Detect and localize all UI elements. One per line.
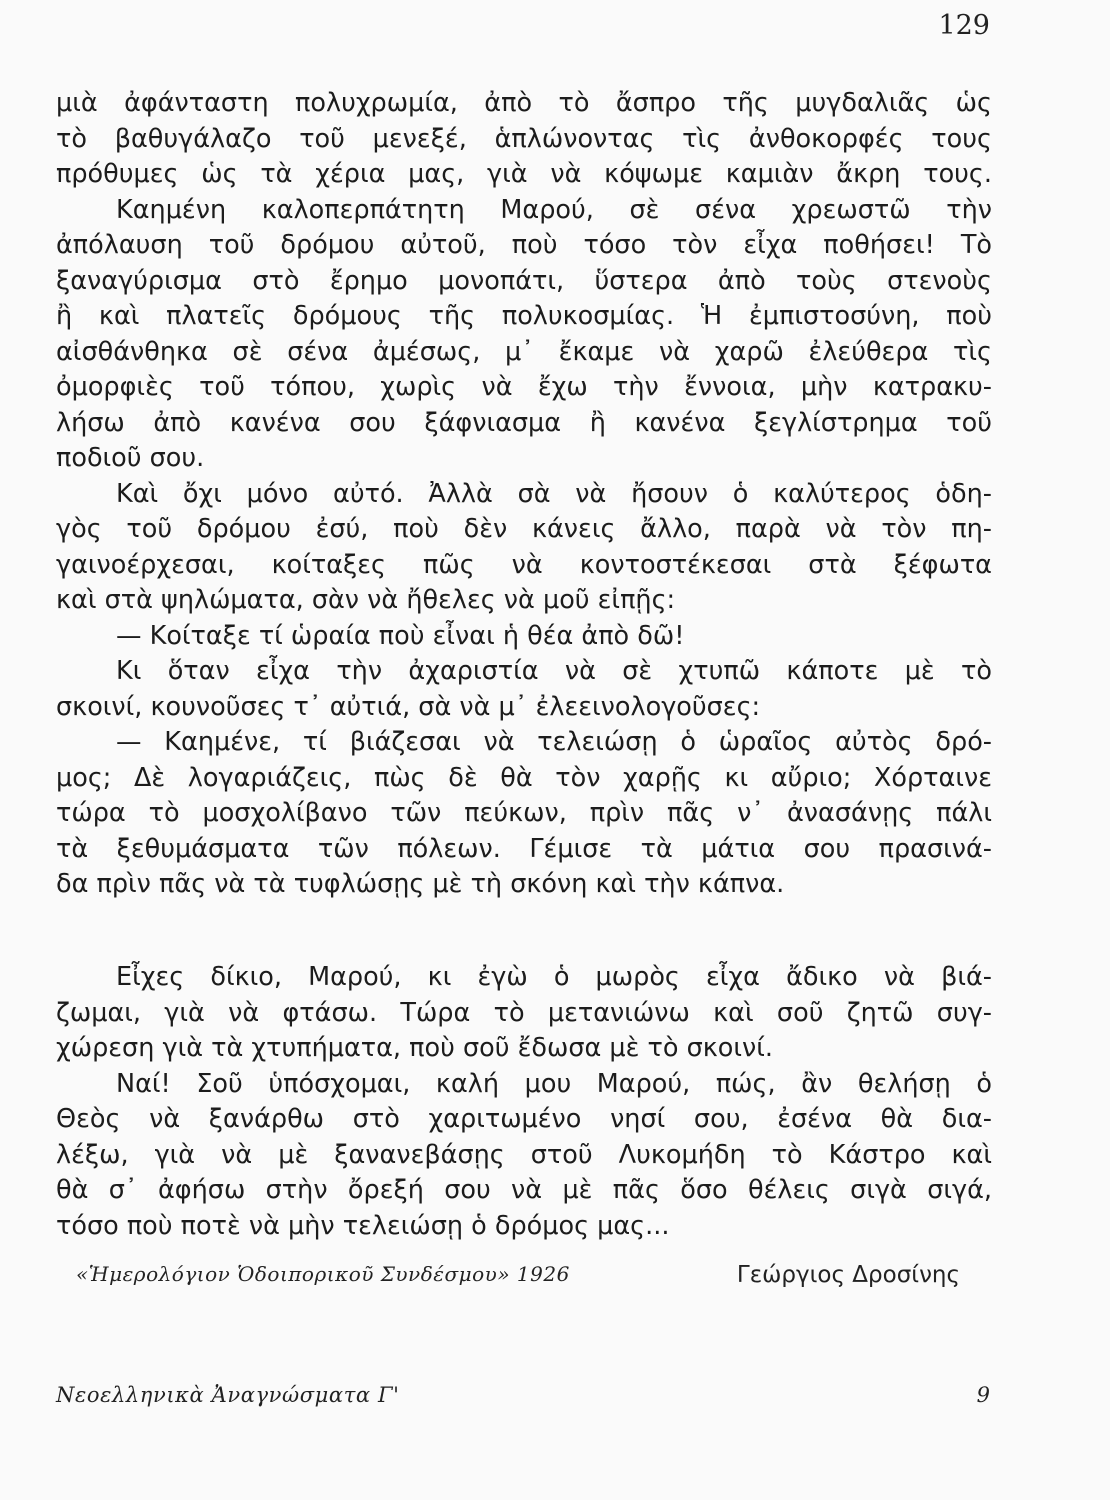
- text-line: Καημένη καλοπερπάτητη Μαρού, σὲ σένα χρεωστῶ τὴν: [116, 194, 992, 225]
- footer-signature-mark: 9: [976, 1383, 990, 1407]
- text-line: Ναί! Σοῦ ὑπόσχομαι, καλή μου Μαρού, πώς, ἂν θελήσῃ ὁ: [116, 1068, 992, 1099]
- text-line: γαινοέρχεσαι, κοίταξες πῶς νὰ κοντοστέκεσαι στὰ ξέφωτα: [56, 549, 992, 580]
- text-line: Κι ὅταν εἶχα τὴν ἀχαριστία νὰ σὲ χτυπῶ κάποτε μὲ τὸ: [116, 656, 992, 686]
- text-line: γὸς τοῦ δρόμου ἐσύ, ποὺ δὲν κάνεις ἄλλο, παρὰ νὰ τὸν πη-: [56, 514, 992, 544]
- text-line: ὀμορφιὲς τοῦ τόπου, χωρὶς νὰ ἔχω τὴν ἔννοια, μὴν κατρακυ-: [56, 372, 992, 402]
- text-block-main: [56, 86, 992, 903]
- text-line: — Καημένε, τί βιάζεσαι νὰ τελειώσῃ ὁ ὡραῖος αὐτὸς δρό-: [116, 727, 992, 757]
- text-line: τόσο ποὺ ποτὲ νὰ μὴν τελειώσῃ ὁ δρόμος μας...: [56, 1210, 670, 1241]
- text-line: ξαναγύρισμα στὸ ἔρημο μονοπάτι, ὕστερα ἀπὸ τοὺς στενοὺς: [56, 265, 992, 296]
- text-line: ἀπόλαυση τοῦ δρόμου αὐτοῦ, ποὺ τόσο τὸν εἶχα ποθήσει! Τὸ: [56, 230, 992, 260]
- text-line: αἰσθάνθηκα σὲ σένα ἀμέσως, μ᾽ ἔκαμε νὰ χαρῶ ἐλεύθερα τὶς: [56, 336, 992, 367]
- text-line: σκοινί, κουνοῦσες τ᾽ αὐτιά, σὰ νὰ μ᾽ ἐλεεινολογοῦσες:: [56, 691, 761, 722]
- page-number: 129: [938, 10, 990, 41]
- text-line: ζωμαι, γιὰ νὰ φτάσω. Τώρα τὸ μετανιώνω καὶ σοῦ ζητῶ συγ-: [56, 997, 992, 1028]
- text-line: λήσω ἀπὸ κανένα σου ξάφνιασμα ἢ κανένα ξεγλίστρημα τοῦ: [56, 407, 992, 438]
- text-line: τὸ βαθυγάλαζο τοῦ μενεξέ, ἁπλώνοντας τὶς ἀνθοκορφές τους: [56, 123, 992, 154]
- text-line: — Κοίταξε τί ὡραία ποὺ εἶναι ἡ θέα ἀπὸ δῶ!: [116, 620, 685, 651]
- text-line: λέξω, γιὰ νὰ μὲ ξανανεβάσῃς στοῦ Λυκομήδη τὸ Κάστρο καὶ: [56, 1139, 992, 1170]
- text-line: δα πρὶν πᾶς νὰ τὰ τυφλώσῃς μὲ τὴ σκόνη καὶ τὴν κάπνα.: [56, 869, 785, 899]
- text-line: πρόθυμες ὡς τὰ χέρια μας, γιὰ νὰ κόψωμε καμιὰν ἄκρη τους.: [56, 159, 992, 189]
- text-line: τὰ ξεθυμάσματα τῶν πόλεων. Γέμισε τὰ μάτια σου πρασινά-: [56, 833, 992, 864]
- text-line: τώρα τὸ μοσχολίβανο τῶν πεύκων, πρὶν πᾶς ν᾽ ἀνασάνῃς πάλι: [56, 798, 992, 828]
- text-block-closing: [56, 960, 992, 1244]
- text-line: ποδιοῦ σου.: [56, 443, 205, 473]
- text-line: χώρεση γιὰ τὰ χτυπήματα, ποὺ σοῦ ἔδωσα μὲ τὸ σκοινί.: [56, 1033, 773, 1063]
- text-line: καὶ στὰ ψηλώματα, σὰν νὰ ἤθελες νὰ μοῦ εἰπῇς:: [56, 585, 676, 615]
- attribution: [76, 1262, 960, 1298]
- text-line: μος; Δὲ λογαριάζεις, πὼς δὲ θὰ τὸν χαρῇς κι αὔριο; Χόρταινε: [56, 762, 992, 793]
- text-line: ἢ καὶ πλατεῖς δρόμους τῆς πολυκοσμίας. Ἡ ἐμπιστοσύνη, ποὺ: [56, 301, 992, 331]
- text-line: θὰ σ᾽ ἀφήσω στὴν ὄρεξή σου νὰ μὲ πᾶς ὅσο θέλεις σιγὰ σιγά,: [56, 1175, 992, 1205]
- source-citation: «Ἡμερολόγιον Ὁδοιπορικοῦ Συνδέσμου» 1926: [76, 1262, 570, 1286]
- text-line: Καὶ ὄχι μόνο αὐτό. Ἀλλὰ σὰ νὰ ἤσουν ὁ καλύτερος ὁδη-: [116, 478, 992, 509]
- text-line: Εἶχες δίκιο, Μαρού, κι ἐγὼ ὁ μωρὸς εἶχα ἄδικο νὰ βιά-: [116, 962, 992, 992]
- author-name: Γεώργιος Δροσίνης: [736, 1262, 960, 1288]
- text-line: μιὰ ἀφάνταστη πολυχρωμία, ἀπὸ τὸ ἄσπρο τῆς μυγδαλιᾶς ὡς: [56, 88, 992, 118]
- page-footer: [56, 1383, 990, 1419]
- text-line: Θεὸς νὰ ξανάρθω στὸ χαριτωμένο νησί σου, ἐσένα θὰ δια-: [56, 1104, 992, 1134]
- footer-book-title: Νεοελληνικὰ Ἀναγνώσματα Γ': [56, 1383, 400, 1407]
